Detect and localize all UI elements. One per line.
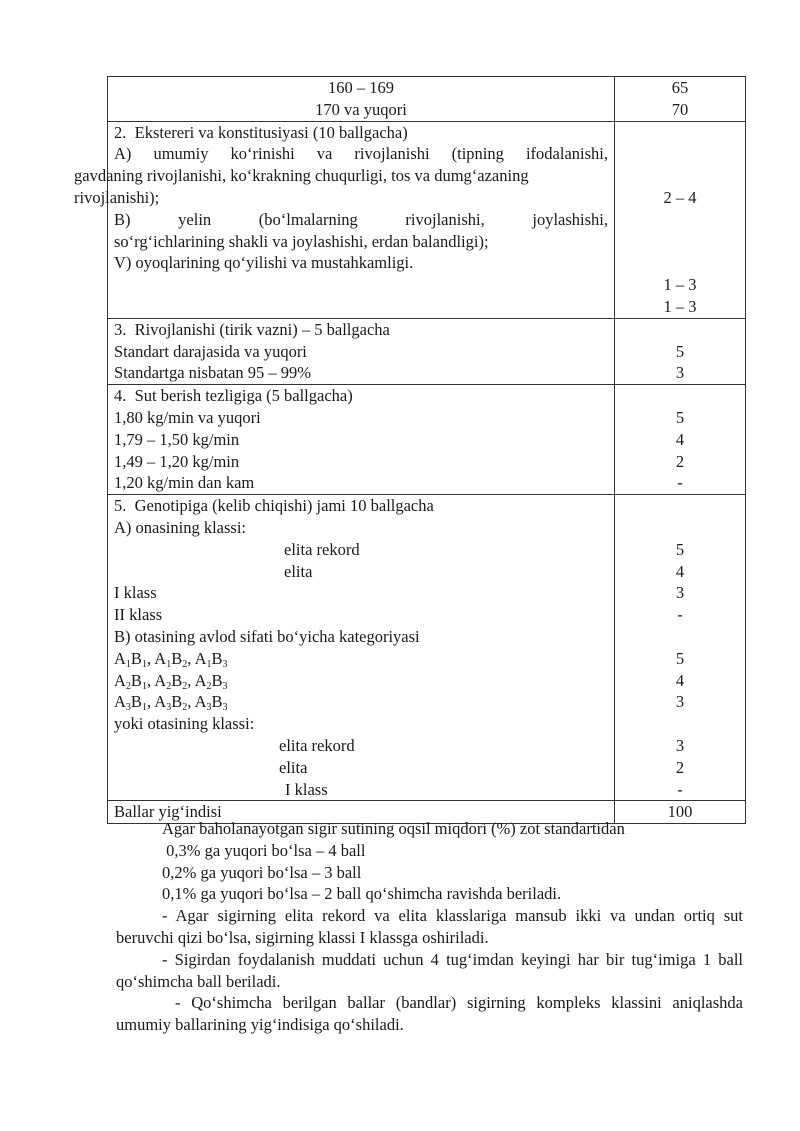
note-paragraph: 0,2% ga yuqori bo‘lsa – 3 ball <box>162 862 362 882</box>
milking-score-cell <box>615 385 746 495</box>
score-value: 5 <box>675 407 685 427</box>
score-value: 5 <box>675 341 685 361</box>
milking-item: 1,80 kg/min va yuqori <box>114 407 261 427</box>
total-label: Ballar yig‘indisi <box>114 802 222 822</box>
score-value: 3 <box>675 583 685 603</box>
note-paragraph: 0,3% ga yuqori bo‘lsa – 4 ball <box>162 840 366 860</box>
father-category-item: $A_1B_1$, $A_1B_2$, $A_1B_3$ <box>114 648 228 670</box>
exterior-item-a-line: rivojlanishi); <box>74 187 160 207</box>
score-value: - <box>677 605 683 625</box>
score-value: 1 – 3 <box>663 296 697 316</box>
exterior-item-v-line: V) oyoqlarining qo‘yilishi va mustahkamligi. <box>114 253 414 273</box>
table-row <box>108 495 746 801</box>
height-criteria-cell <box>108 77 615 122</box>
table-row <box>108 77 746 122</box>
table-row <box>108 318 746 384</box>
milking-title: 4. Sut berish tezligiga (5 ballgacha) <box>114 386 353 406</box>
father-category-item: $A_2B_1$, $A_2B_2$, $A_2B_3$ <box>114 670 228 692</box>
development-item: Standartga nisbatan 95 – 99% <box>114 363 312 383</box>
score-value: 1 – 3 <box>663 275 697 295</box>
score-value: 4 <box>675 561 685 581</box>
father-class-item: I klass <box>285 779 328 799</box>
development-item: Standart darajasida va yuqori <box>114 341 307 361</box>
milking-criteria-cell <box>108 385 615 495</box>
exterior-score-cell <box>615 121 746 318</box>
table-row <box>108 385 746 495</box>
score-value: 65 <box>671 78 689 97</box>
father-category-item: $A_3B_1$, $A_3B_2$, $A_3B_3$ <box>114 692 228 714</box>
score-value: 2 – 4 <box>663 187 697 207</box>
father-class-item: elita rekord <box>279 735 355 755</box>
development-title: 3. Rivojlanishi (tirik vazni) – 5 ballgacha <box>114 319 390 339</box>
score-value: 3 <box>675 735 685 755</box>
mother-class-title: A) onasining klassi: <box>114 517 246 537</box>
development-score-cell <box>615 318 746 384</box>
genotype-title: 5. Genotipiga (kelib chiqishi) jami 10 ballgacha <box>114 496 434 516</box>
score-value: 2 <box>675 757 685 777</box>
score-value: - <box>677 779 683 799</box>
mother-class-item: elita <box>284 561 313 581</box>
milking-item: 1,49 – 1,20 kg/min <box>114 451 240 471</box>
score-value: 3 <box>675 363 685 383</box>
height-range: 170 va yuqori <box>315 99 407 119</box>
mother-class-item: II klass <box>114 605 163 625</box>
score-value: 3 <box>675 692 685 712</box>
note-paragraph: 0,1% ga yuqori bo‘lsa – 2 ball qo‘shimcha ravishda beriladi. <box>162 884 562 904</box>
scoring-table <box>74 76 746 824</box>
exterior-criteria-cell <box>74 121 615 318</box>
exterior-title: 2. Ekstereri va konstitusiyasi (10 ballgacha) <box>114 122 408 142</box>
genotype-criteria-cell <box>108 495 615 801</box>
height-range: 160 – 169 <box>328 78 394 97</box>
notes-section <box>116 818 743 1036</box>
score-value: 4 <box>675 429 685 449</box>
note-paragraph: - Sigirdan foydalanish muddati uchun 4 tug‘imdan keyingi har bir tug‘imiga 1 ball qo‘shimcha ball beriladi. <box>116 949 743 991</box>
mother-class-item: elita rekord <box>284 539 360 559</box>
milking-item: 1,20 kg/min dan kam <box>114 473 255 493</box>
mother-class-item: I klass <box>114 583 157 603</box>
genotype-score-cell <box>615 495 746 801</box>
father-class-item: elita <box>279 757 308 777</box>
score-value: 70 <box>671 99 689 119</box>
exterior-item-b-line: B) yelin (bo‘lmalarning rivojlanishi, joylashishi, <box>114 209 608 229</box>
total-value: 100 <box>667 802 693 822</box>
milking-item: 1,79 – 1,50 kg/min <box>114 429 240 449</box>
father-class-title: yoki otasining klassi: <box>114 714 255 734</box>
father-category-title: B) otasining avlod sifati bo‘yicha kategoriyasi <box>114 626 420 646</box>
score-value: 4 <box>675 670 685 690</box>
note-paragraph: - Qo‘shimcha berilgan ballar (bandlar) sigirning kompleks klassini aniqlashda umumiy ballarining yig‘indisiga qo‘shiladi. <box>116 993 743 1035</box>
exterior-item-b-line: so‘rg‘ichlarining shakli va joylashishi, erdan balandligi); <box>114 231 489 251</box>
score-value: 2 <box>675 451 685 471</box>
exterior-item-a-line: A) umumiy ko‘rinishi va rivojlanishi (tipning ifodalanishi, <box>114 144 608 164</box>
exterior-item-a-line: gavdaning rivojlanishi, ko‘krakning chuqurligi, tos va dumg‘azaning <box>74 166 529 186</box>
score-value: 5 <box>675 539 685 559</box>
note-paragraph: - Agar sigirning elita rekord va elita klasslariga mansub ikki va undan ortiq sut beruvchi qizi bo‘lsa, sigirning klassi I klassga oshiriladi. <box>116 906 743 947</box>
note-paragraph: Agar baholanayotgan sigir sutining oqsil miqdori (%) zot standartidan <box>162 819 625 838</box>
score-value: 5 <box>675 648 685 668</box>
table-row <box>108 121 746 318</box>
score-value: - <box>677 473 683 493</box>
height-score-cell <box>615 77 746 122</box>
development-criteria-cell <box>108 318 615 384</box>
